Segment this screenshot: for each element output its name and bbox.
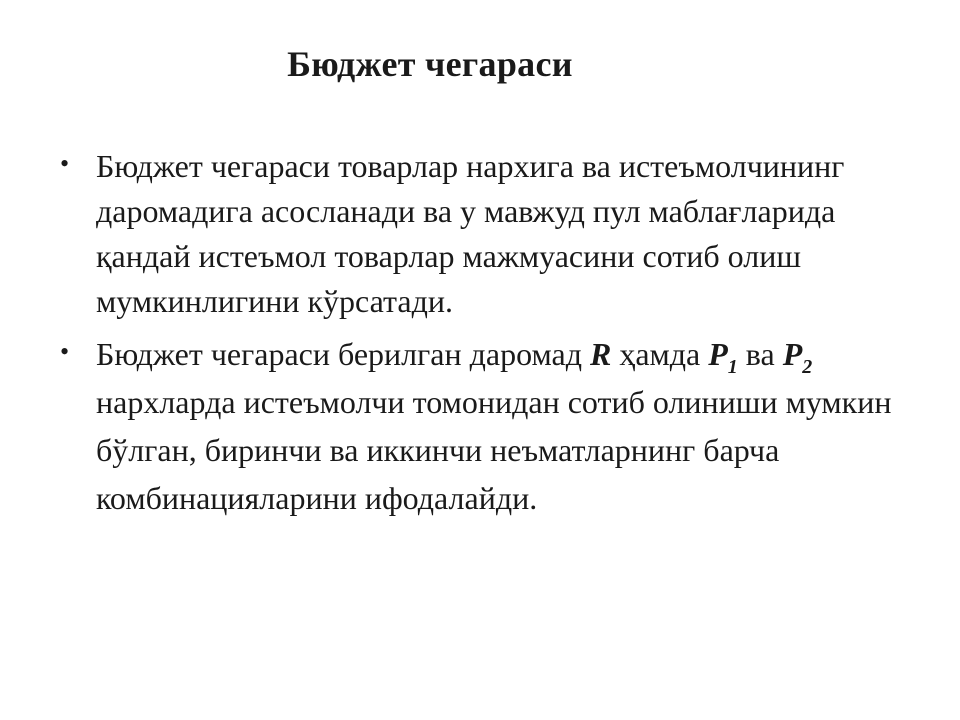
bullet-2-text-part2: ҳамда — [619, 336, 709, 372]
bullet-marker: • — [60, 337, 70, 366]
bullet-marker: • — [60, 149, 70, 178]
bullet-2-text-part3: ва — [745, 336, 783, 372]
variable-p1-letter: P — [708, 336, 728, 372]
variable-income-r: R — [589, 336, 612, 372]
subscript-1: 1 — [727, 356, 738, 378]
bullet-2-text-part4: нархларда истеъмолчи томонидан сотиб олиниши мумкин бўлган, биринчи ва иккинчи неъматларнинг барча комбинацияларини ифодалайди. — [96, 384, 892, 516]
bullet-item-1 — [56, 144, 916, 324]
variable-p2-letter: P — [782, 336, 803, 372]
slide-title: Бюджет чегараси — [287, 44, 573, 84]
variable-price-p1 — [708, 336, 738, 378]
bullet-item-2 — [56, 330, 916, 522]
bullet-list — [56, 144, 916, 528]
variable-price-p2 — [782, 336, 813, 378]
bullet-1-text: Бюджет чегараси товарлар нархига ва истеъмолчининг даромадига асосланади ва у мавжуд пул маблағларида қандай истеъмол товарлар мажмуасини сотиб олиш мумкинлигини кўрсатади. — [96, 148, 845, 319]
subscript-2: 2 — [802, 356, 813, 378]
bullet-2-text-part1: Бюджет чегараси берилган даромад — [96, 336, 590, 372]
